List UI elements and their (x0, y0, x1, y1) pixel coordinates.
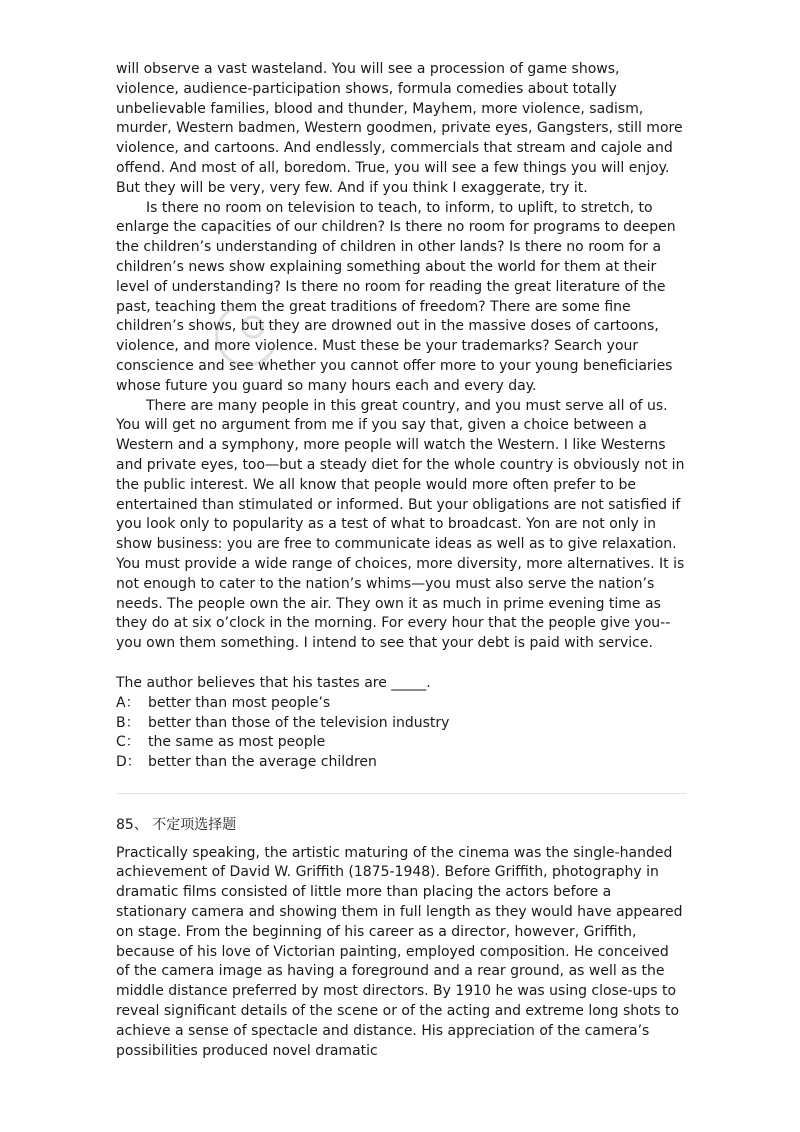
passage-paragraph-2: Is there no room on television to teach, to inform, to uplift, to stretch, to enlarge the capacities of our children? Is there no room for programs to deepen the children’s understanding of children in other lands? Is there no room for a children’s news show explaining something about the world for them at their level of understanding? Is there no room for reading the great literature of the past, teaching them the great traditions of freedom? There are some fine children’s shows, but they are drowned out in the massive doses of cartoons, violence, and more violence. Must these be your trademarks? Search your conscience and see whether you cannot offer more to your young beneficiaries whose future you guard so many hours each and every day. (116, 199, 676, 394)
question-stem: The author believes that his tastes are _____. (116, 674, 431, 691)
question-number-heading: 85、 不定项选择题 (116, 816, 237, 833)
option-a[interactable] (116, 694, 686, 714)
option-c[interactable] (116, 733, 686, 753)
passage-paragraph-3: There are many people in this great country, and you must serve all of us. You will get no argument from me if you say that, given a choice between a Western and a symphony, more people will watch the Western. I like Westerns and private eyes, too—but a steady diet for the whole country is obviously not in the public interest. We all know that people would more often prefer to be entertained than stimulated or informed. But your obligations are not satisfied if you look only to popularity as a test of what to broadcast. Yon are not only in show business: you are free to communicate ideas as well as to give relaxation. You must provide a wide range of choices, more diversity, more alternatives. It is not enough to cater to the nation’s whims—you must also serve the nation’s needs. The people own the air. They own it as much in prime evening time as they do at six o’clock in the morning. For every hour that the people give you--you own them something. I intend to see that your debt is paid with service. (116, 397, 685, 652)
passage-paragraph-1: will observe a vast wasteland. You will see a procession of game shows, violence, audience-participation shows, formula comedies about totally unbelievable families, blood and thunder, Mayhem, more violence, sadism, murder, Western badmen, Western goodmen, private eyes, Gangsters, still more violence, and cartoons. And endlessly, commercials that stream and cajole and offend. And most of all, boredom. True, you will see a few things you will enjoy. But they will be very, very few. And if you think I exaggerate, try it. (116, 61, 683, 196)
option-letter: C： (116, 734, 140, 751)
section-divider (116, 793, 686, 794)
option-letter: D： (116, 754, 141, 771)
document-page (116, 60, 686, 1061)
option-letter: A： (116, 694, 140, 711)
option-text: better than the average children (148, 754, 377, 771)
option-text: the same as most people (148, 734, 326, 751)
option-letter: B： (116, 714, 140, 731)
option-b[interactable] (116, 714, 686, 734)
option-text: better than most people’s (148, 694, 331, 711)
question-85-passage: Practically speaking, the artistic maturing of the cinema was the single-handed achievement of David W. Griffith (1875-1948). Before Griffith, photography in dramatic films consisted of little more than placing the actors before a stationary camera and showing them in full length as they would have appeared on stage. From the beginning of his career as a director, however, Griffith, because of his love of Victorian painting, employed composition. He conceived of the camera image as having a foreground and a rear ground, as well as the middle distance preferred by most directors. By 1910 he was using close-ups to reveal significant details of the scene or of the acting and extreme long shots to achieve a sense of spectacle and distance. His appreciation of the camera’s possibilities produced novel dramatic (116, 844, 683, 1059)
option-text: better than those of the television industry (148, 714, 450, 731)
option-d[interactable] (116, 753, 686, 773)
